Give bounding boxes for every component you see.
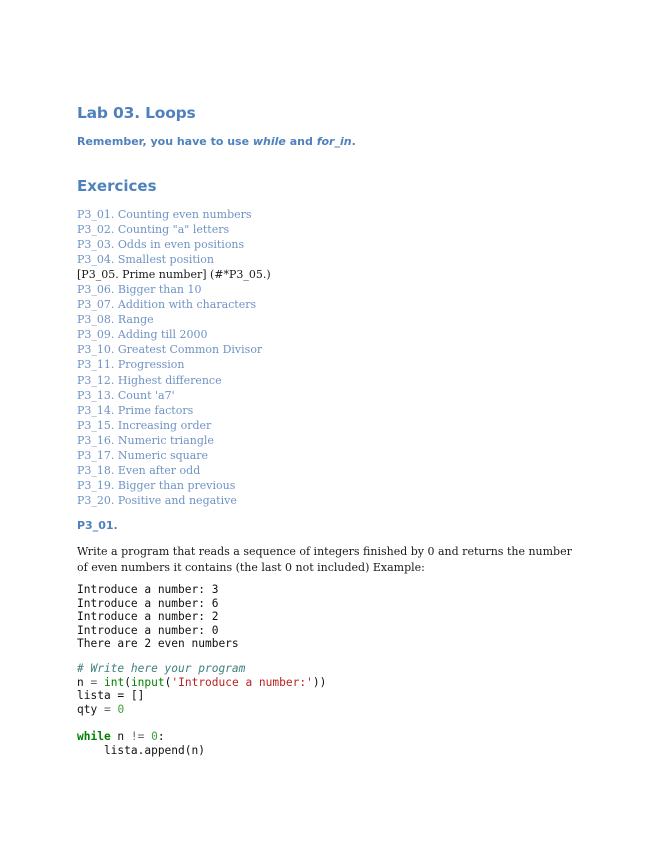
toc-item[interactable]: [77, 403, 271, 418]
toc-link[interactable]: P3_14. Prime factors: [77, 403, 194, 417]
exercises-heading: Exercices: [77, 177, 157, 195]
subtitle-prefix: Remember, you have to use: [77, 135, 253, 148]
toc-link[interactable]: P3_06. Bigger than 10: [77, 283, 202, 297]
toc-item[interactable]: [77, 252, 271, 267]
page-title: Lab 03. Loops: [77, 104, 196, 122]
subtitle-suffix: .: [351, 135, 356, 148]
code-builtin-input: input: [130, 675, 165, 689]
code-block: [77, 662, 326, 757]
code-builtin-int: int: [103, 675, 125, 689]
output-line: There are 2 even numbers: [77, 637, 239, 651]
example-output: [77, 583, 239, 651]
toc-link[interactable]: P3_04. Smallest position: [77, 253, 214, 267]
code-op: =: [83, 675, 104, 689]
toc-link[interactable]: P3_13. Count 'a7': [77, 388, 175, 402]
toc-item[interactable]: [77, 433, 271, 448]
toc-item[interactable]: [77, 373, 271, 388]
toc-item[interactable]: [77, 207, 271, 222]
section-description: Write a program that reads a sequence of integers finished by 0 and returns the number of even numbers it contains (the last 0 not included) Example:: [77, 545, 572, 574]
toc-link[interactable]: P3_03. Odds in even positions: [77, 238, 245, 252]
code-var-n: n: [110, 729, 131, 743]
section-heading: P3_01.: [77, 519, 118, 532]
toc-item[interactable]: [77, 282, 271, 297]
toc-item: [77, 267, 271, 282]
toc-link[interactable]: P3_16. Numeric triangle: [77, 433, 214, 447]
toc-link[interactable]: P3_02. Counting "a" letters: [77, 223, 230, 237]
toc-link[interactable]: P3_19. Bigger than previous: [77, 478, 236, 492]
toc-link[interactable]: P3_20. Positive and negative: [77, 493, 237, 507]
toc-item[interactable]: [77, 418, 271, 433]
code-var-qty: qty: [77, 702, 98, 716]
toc-item[interactable]: [77, 357, 271, 372]
toc-item[interactable]: [77, 493, 271, 508]
toc-item[interactable]: [77, 463, 271, 478]
toc-item[interactable]: [77, 478, 271, 493]
toc-link[interactable]: P3_15. Increasing order: [77, 418, 212, 432]
toc-link[interactable]: P3_07. Addition with characters: [77, 298, 257, 312]
output-line: Introduce a number: 6: [77, 596, 219, 610]
code-op: =: [97, 702, 118, 716]
code-comment: # Write here your program: [77, 662, 246, 675]
output-line: Introduce a number: 3: [77, 583, 219, 596]
toc-link[interactable]: P3_11. Progression: [77, 358, 185, 372]
subtitle-note: [77, 135, 356, 148]
code-string: 'Introduce a number:': [171, 675, 313, 689]
toc-item[interactable]: [77, 388, 271, 403]
toc-item[interactable]: [77, 342, 271, 357]
toc-link[interactable]: P3_18. Even after odd: [77, 463, 201, 477]
toc-link[interactable]: P3_10. Greatest Common Divisor: [77, 343, 263, 357]
code-keyword-while: while: [77, 729, 111, 743]
toc-item[interactable]: [77, 327, 271, 342]
subtitle-while: while: [252, 135, 286, 148]
code-var-n: n: [77, 675, 84, 689]
toc-text: [P3_05. Prime number] (#*P3_05.): [77, 268, 271, 282]
output-line: Introduce a number: 2: [77, 610, 219, 624]
toc-link[interactable]: P3_12. Highest difference: [77, 373, 222, 387]
toc-item[interactable]: [77, 222, 271, 237]
code-colon: :: [157, 729, 165, 743]
toc-link[interactable]: P3_08. Range: [77, 313, 154, 327]
exercise-list: [77, 207, 271, 508]
code-number: 0: [151, 729, 158, 743]
toc-item[interactable]: [77, 448, 271, 463]
code-paren: )): [312, 675, 327, 689]
code-op: !=: [130, 729, 145, 743]
code-line-lista: lista = []: [77, 689, 145, 703]
toc-link[interactable]: P3_17. Numeric square: [77, 448, 209, 462]
output-line: Introduce a number: 0: [77, 623, 219, 637]
subtitle-middle: and: [285, 135, 317, 148]
code-line-append: lista.append(n): [77, 743, 205, 757]
toc-item[interactable]: [77, 237, 271, 252]
code-number: 0: [117, 702, 125, 716]
code-paren: (: [124, 675, 131, 689]
code-paren: (: [164, 675, 172, 689]
toc-link[interactable]: P3_09. Adding till 2000: [77, 328, 208, 342]
subtitle-for-in: for_in: [316, 135, 352, 148]
toc-item[interactable]: [77, 312, 271, 327]
toc-link[interactable]: P3_01. Counting even numbers: [77, 208, 252, 221]
toc-item[interactable]: [77, 297, 271, 312]
